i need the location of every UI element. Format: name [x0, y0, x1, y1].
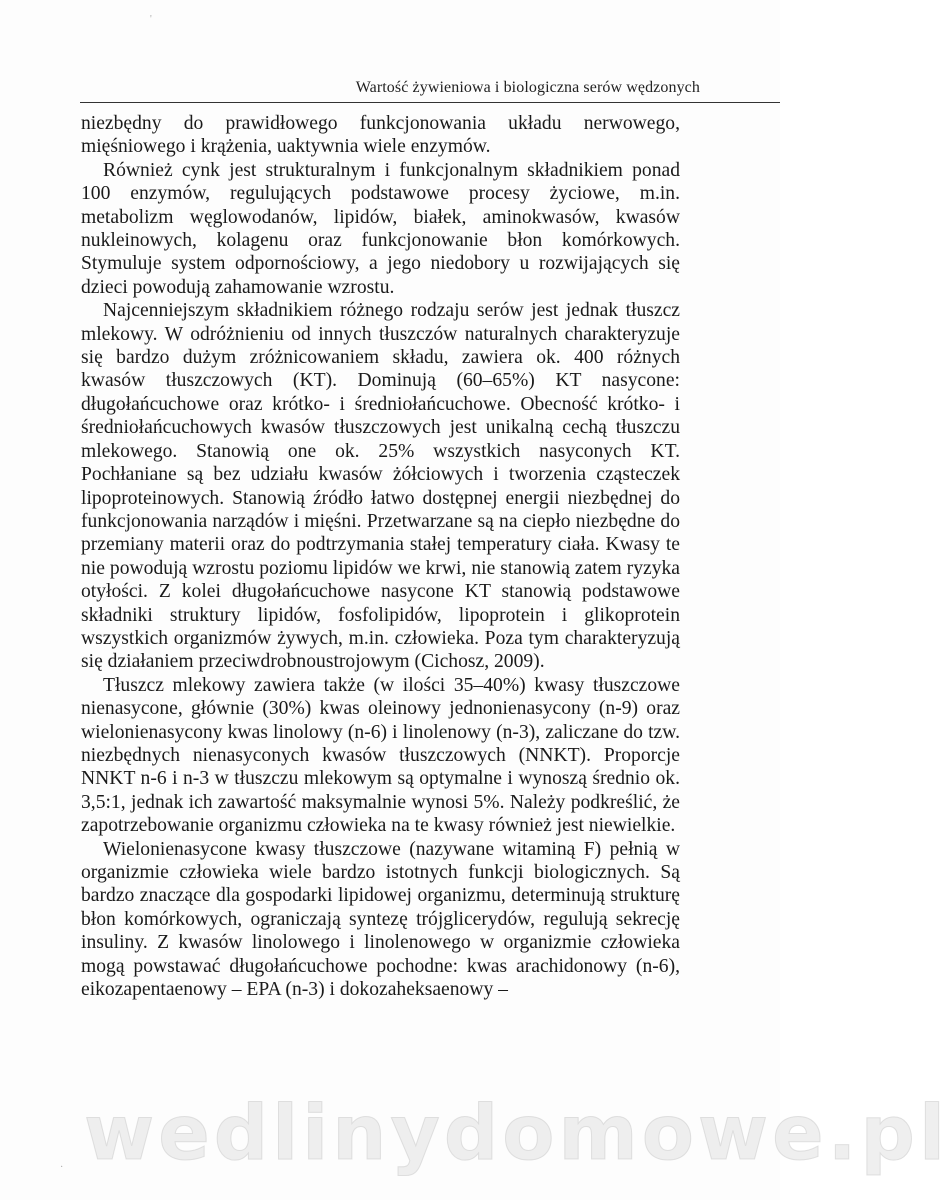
- body-text: [81, 112, 680, 1001]
- watermark-logo: wedlinydomowe.pl: [84, 1088, 949, 1177]
- running-header-title: Wartość żywieniowa i biologiczna serów wędzonych: [355, 79, 700, 96]
- scan-mark: ': [150, 14, 152, 25]
- paragraph-1: niezbędny do prawidłowego funkcjonowania układu nerwowego, mięśniowego i krążenia, uaktywnia wiele enzymów.: [81, 113, 680, 158]
- paragraph-2: Również cynk jest strukturalnym i funkcjonalnym składnikiem ponad 100 enzymów, regulujących podstawowe procesy życiowe, m.in. metabolizm węglowodanów, lipidów, białek, aminokwasów, kwasów nukleinowych, kolagenu oraz funkcjonowanie błon komórkowych. Stymuluje system odpornościowy, a jego niedobory u rozwijających się dzieci powodują zahamowanie wzrostu.: [81, 159, 680, 298]
- paragraph-5: Wielonienasycone kwasy tłuszczowe (nazywane witaminą F) pełnią w organizmie człowieka wiele bardzo istotnych funkcji biologicznych. Są bardzo znaczące dla gospodarki lipidowej organizmu, determinują strukturę błon komórkowych, ograniczają syntezę trójglicerydów, regulują sekrecję insuliny. Z kwasów linolowego i linolenowego w organizmie człowieka mogą powstawać długołańcuchowe pochodne: kwas arachidonowy (n-6), eikozapentaenowy – EPA (n-3) i dokozaheksaenowy –: [81, 838, 680, 1001]
- header-rule: [80, 102, 780, 103]
- paragraph-3: Najcenniejszym składnikiem różnego rodzaju serów jest jednak tłuszcz mlekowy. W odróżnieniu od innych tłuszczów naturalnych charakteryzuje się bardzo dużym zróżnicowaniem składu, zawiera ok. 400 różnych kwasów tłuszczowych (KT). Dominują (60–65%) KT nasycone: długołańcuchowe oraz krótko- i średniołańcuchowe. Obecność krótko- i średniołańcuchowych kwasów tłuszczowych jest unikalną cechą tłuszczu mlekowego. Stanowią one ok. 25% wszystkich nasyconych KT. Pochłaniane są bez udziału kwasów żółciowych i tworzenia cząsteczek lipoproteinowych. Stanowią źródło łatwo dostępnej energii niezbędnej do funkcjonowania narządów i mięśni. Przetwarzane są na ciepło niezbędne do przemiany materii oraz do podtrzymania stałej temperatury ciała. Kwasy te nie powodują wzrostu poziomu lipidów we krwi, nie stanowią zatem ryzyka otyłości. Z kolei długołańcuchowe nasycone KT stanowią podstawowe składniki struktury lipidów, fosfolipidów, lipoprotein i glikoprotein wszystkich organizmów żywych, m.in. człowieka. Poza tym charakteryzują się działaniem przeciwdrobnoustrojowym (Cichosz, 2009).: [81, 300, 680, 673]
- paragraph-4: Tłuszcz mlekowy zawiera także (w ilości 35–40%) kwasy tłuszczowe nienasycone, głównie (30%) kwas oleinowy jednonienasycony (n-9) oraz wielonienasycony kwas linolowy (n-6) i linolenowy (n-3), zaliczane do tzw. niezbędnych nienasyconych kwasów tłuszczowych (NNKT). Proporcje NNKT n-6 i n-3 w tłuszczu mlekowym są optymalne i wynoszą średnio ok. 3,5:1, jednak ich zawartość maksymalnie wynosi 5%. Należy podkreślić, że zapotrzebowanie organizmu człowieka na te kwasy również jest niewielkie.: [81, 674, 680, 837]
- scan-mark: ·: [60, 1162, 64, 1173]
